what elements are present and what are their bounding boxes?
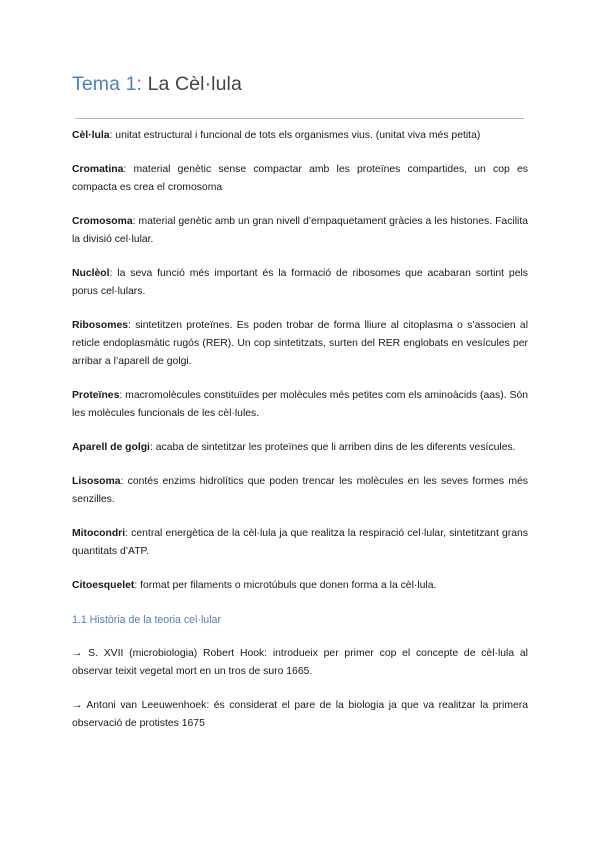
term: Citoesquelet (72, 580, 135, 591)
definition-text: : unitat estructural i funcional de tots els organismes vius. (unitat viva més petita) (109, 130, 481, 141)
definition-text: : sintetitzen proteïnes. Es poden trobar de forma lliure al citoplasma o s’associen al reticle endoplasmàtic rugós (RER). Un cop sintetitzats, surten del RER englobats en vesícules per arribar a l’aparell de golgi. (72, 320, 528, 367)
term: Aparell de golgi (72, 442, 150, 453)
definition-cromatina (72, 161, 528, 197)
title-divider (75, 118, 524, 119)
term: Lisosoma (72, 476, 121, 487)
definition-text: : material genètic sense compactar amb les proteïnes compartides, un cop es compacta es crea el cromosoma (72, 164, 528, 193)
term: Cromosoma (72, 216, 133, 227)
term: Cromatina (72, 164, 124, 175)
title-accent: Tema 1: (72, 73, 143, 95)
definition-text: : format per filaments o microtúbuls que donen forma a la cèl·lula. (134, 580, 437, 591)
definition-ribosomes (72, 317, 528, 371)
definition-celula (72, 127, 528, 145)
definition-proteines (72, 387, 528, 423)
definition-text: : contés enzims hidrolítics que poden trencar les molècules en les seves formes més senzilles. (72, 476, 528, 505)
history-item: → Antoni van Leeuwenhoek: és considerat el pare de la biologia ja que va realitzar la primera observació de protistes 1675 (72, 700, 528, 729)
title-text: La Cèl·lula (142, 73, 242, 95)
definition-nucleol (72, 265, 528, 301)
term: Ribosomes (72, 320, 129, 331)
definition-text: : la seva funció més important és la formació de ribosomes que acabaran sortint pels porus cel·lulars. (72, 268, 528, 297)
term: Mitocondri (72, 528, 126, 539)
definition-text: : acaba de sintetitzar les proteïnes que li arriben dins de les diferents vesícules. (149, 442, 516, 453)
definition-text: : macromolècules constituïdes per molècules més petites com els aminoàcids (aas). Són les molècules funcionals de les cèl·lules. (72, 390, 528, 419)
term: Cèl·lula (72, 130, 110, 141)
term: Nuclèol (72, 268, 110, 279)
page-title (72, 73, 242, 96)
history-item: → S. XVII (microbiologia) Robert Hook: introdueix per primer cop el concepte de cèl·lula al observar teixit vegetal mort en un tros de suro 1665. (72, 648, 528, 677)
definition-lisosoma (72, 473, 528, 509)
term: Proteïnes (72, 390, 120, 401)
definition-text: : material genètic amb un gran nivell d’empaquetament gràcies a les histones. Facilita la divisió cel·lular. (72, 216, 528, 245)
document-body (72, 127, 528, 749)
section-heading: 1.1 Història de la teoria cel·lular (72, 614, 221, 626)
definition-aparell-golgi (72, 439, 528, 457)
definition-citoesquelet (72, 577, 528, 595)
definition-cromosoma (72, 213, 528, 249)
definition-mitocondri (72, 525, 528, 561)
definition-text: : central energètica de la cèl·lula ja que realitza la respiració cel·lular, sintetitzant grans quantitats d’ATP. (72, 528, 528, 557)
